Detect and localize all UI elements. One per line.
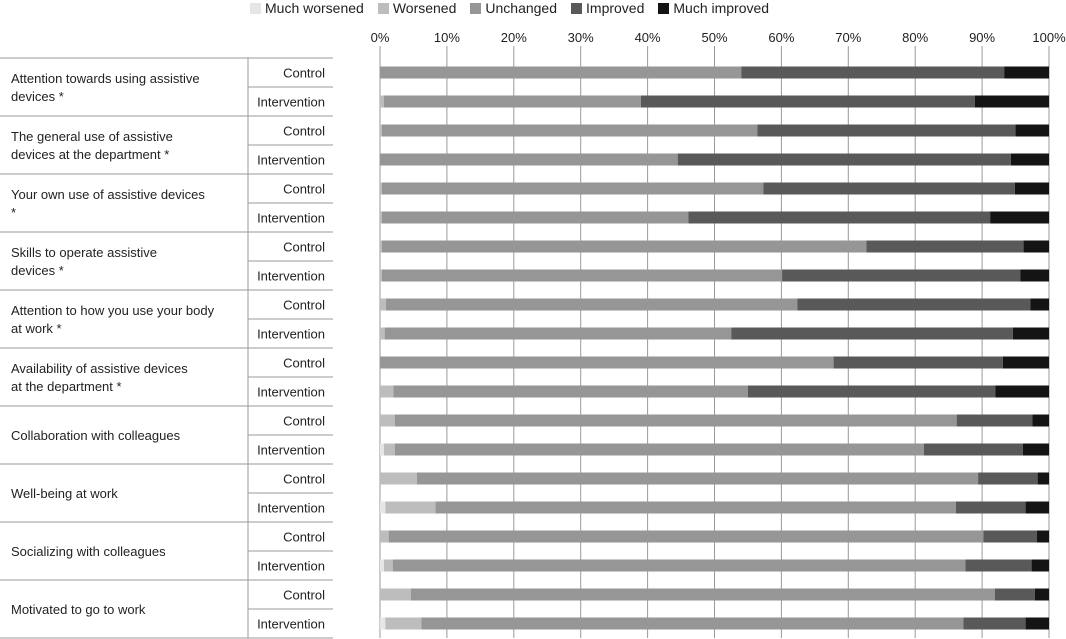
item-label-line: Motivated to go to work [11,602,146,617]
bar-segment [748,386,996,398]
bar-segment [1011,154,1049,166]
group-label: Control [283,587,325,603]
bar-segment [990,212,1049,224]
bar-segment [389,531,984,543]
bar-segment [380,415,395,427]
bar-segment [1026,502,1049,514]
bar-segment [995,589,1035,601]
bar-segment [866,241,1023,253]
x-tick-label: 90% [969,30,996,45]
bar-segment [741,67,1004,79]
group-label: Control [283,529,325,545]
legend-label: Much worsened [265,0,364,16]
bar-segment [380,473,417,485]
x-tick-label: 60% [768,30,795,45]
bar-segment [1035,589,1049,601]
bar-segment [1024,241,1049,253]
bar-segment [386,299,797,311]
x-tick-label: 100% [1032,30,1066,45]
x-tick-label: 0% [370,30,390,45]
bar-segment [763,183,1015,195]
item-label [11,361,188,394]
group-label: Control [283,123,325,139]
bar-segment [436,502,956,514]
item-label [11,428,181,443]
legend-label: Unchanged [485,0,558,16]
bar-segment [380,444,384,456]
bar-segment [1004,67,1049,79]
bar-segment [1015,183,1049,195]
bar-segment [380,299,386,311]
item-label-line: Skills to operate assistive [11,245,157,260]
bar-segment [380,589,411,601]
bar-segment [395,415,957,427]
group-label: Control [283,297,325,313]
bar-segment [688,212,990,224]
item-label-line: devices at the department * [11,147,170,162]
item-label-line: devices * [11,89,64,104]
item-label-line: devices * [11,263,64,278]
bar-segment [983,531,1037,543]
item-label-line: Attention to how you use your body [11,303,215,318]
bar-segment [380,531,389,543]
bar-segment [384,560,393,572]
item-label [11,486,118,501]
item-label-line: Collaboration with colleagues [11,428,181,443]
bar-segment [1020,270,1049,282]
bar-segment [1023,444,1049,456]
item-label-line: Well-being at work [11,486,118,501]
item-label-line: Availability of assistive devices [11,361,188,376]
legend-label: Improved [586,0,645,16]
bar-segment [385,502,435,514]
bar-segment [1038,473,1049,485]
bar-segment [380,125,382,137]
bar-segment [380,328,385,340]
bar-segment [678,154,1011,166]
bar-segment [782,270,1020,282]
x-tick-label: 30% [567,30,594,45]
x-tick-label: 70% [835,30,862,45]
group-label: Control [283,355,325,371]
group-label: Control [283,239,325,255]
bar-segment [1013,328,1049,340]
x-tick-label: 40% [634,30,661,45]
item-label [11,187,205,220]
bar-segment [380,386,393,398]
bar-segment [395,444,924,456]
bar-segment [957,415,1033,427]
bar-segment [1032,415,1049,427]
bar-segment [382,183,763,195]
item-label [11,303,215,336]
bar-segment [382,125,757,137]
bar-segment [384,444,395,456]
bar-segment [1026,618,1049,630]
bar-segment [834,357,1003,369]
bar-segment [411,589,995,601]
group-label: Control [283,65,325,81]
item-label-line: at the department * [11,379,122,394]
item-label [11,129,173,162]
bar-segment [956,502,1026,514]
item-label-line: * [11,205,17,220]
bar-segment [385,618,421,630]
bar-segment [1003,357,1049,369]
item-label-line: Attention towards using assistive [11,71,200,86]
bar-segment [380,154,678,166]
group-label: Intervention [257,326,325,342]
group-label: Control [283,471,325,487]
item-label [11,544,166,559]
group-label: Control [283,413,325,429]
item-label-line: at work * [11,321,62,336]
bar-segment [380,502,385,514]
bar-segment [731,328,1013,340]
bar-segment [1030,299,1049,311]
group-label: Intervention [257,500,325,516]
group-label: Intervention [257,442,325,458]
bar-segment [393,386,748,398]
bar-segment [1032,560,1049,572]
legend-label: Worsened [392,0,457,16]
item-label [11,245,157,278]
item-label-line: Your own use of assistive devices [11,187,205,202]
bar-segment [380,67,741,79]
bar-segment [641,96,975,108]
item-label-line: The general use of assistive [11,129,173,144]
group-label: Intervention [257,94,325,110]
bar-segment [384,96,641,108]
group-label: Intervention [257,152,325,168]
bar-segment [382,270,782,282]
bar-segment [380,560,384,572]
group-label: Intervention [257,558,325,574]
item-label-line: Socializing with colleagues [11,544,166,559]
bar-segment [380,183,382,195]
bar-segment [380,618,385,630]
bar-segment [924,444,1023,456]
bar-segment [380,212,382,224]
group-label: Intervention [257,384,325,400]
bar-segment [382,212,688,224]
bar-segment [978,473,1038,485]
bar-segment [963,618,1025,630]
x-tick-label: 10% [433,30,460,45]
bar-segment [382,241,866,253]
bar-segment [797,299,1030,311]
group-label: Intervention [257,616,325,632]
bar-segment [965,560,1031,572]
item-label [11,602,146,617]
bar-segment [385,328,732,340]
x-tick-label: 20% [500,30,527,45]
bar-segment [1037,531,1049,543]
bar-segment [1016,125,1049,137]
bar-segment [380,357,834,369]
bar-segment [417,473,978,485]
x-tick-label: 80% [902,30,929,45]
item-label [11,71,200,104]
bar-segment [757,125,1015,137]
bar-segment [393,560,966,572]
bar-segment [975,96,1049,108]
group-label: Intervention [257,268,325,284]
bar-segment [380,241,382,253]
bar-segment [421,618,963,630]
bar-segment [380,96,384,108]
legend-label: Much improved [673,0,770,16]
group-label: Intervention [257,210,325,226]
bar-segment [995,386,1049,398]
x-tick-label: 50% [701,30,728,45]
group-label: Control [283,181,325,197]
bar-segment [380,270,382,282]
